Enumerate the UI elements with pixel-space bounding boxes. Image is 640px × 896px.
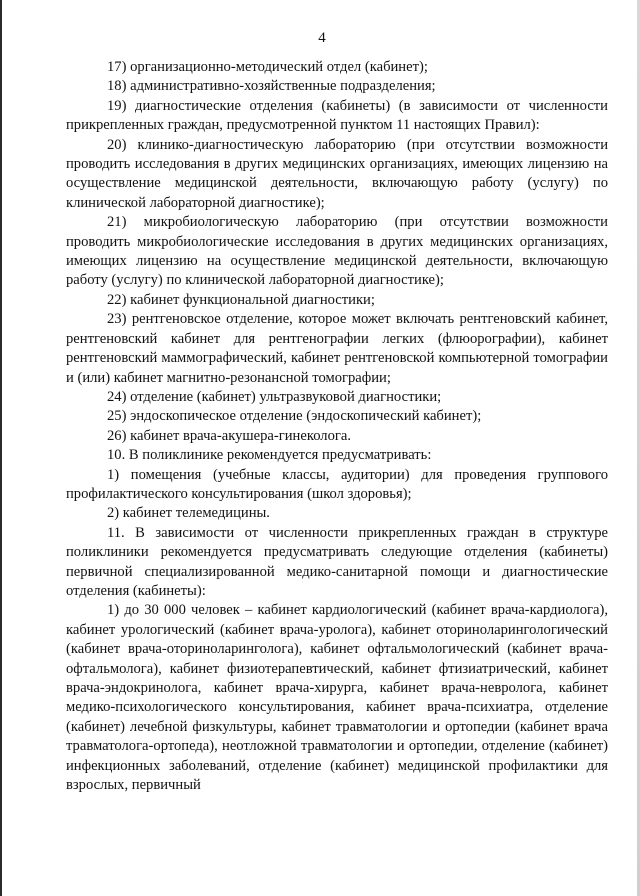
paragraph-item-18: 18) административно-хозяйственные подразделения; xyxy=(107,78,436,95)
paragraph-section-10-item-2: 2) кабинет телемедицины. xyxy=(107,505,270,522)
paragraph-item-19: 19) диагностические отделения (кабинеты) (в зависимости от численности прикрепленных граждан, предусмотренной пунктом 11 настоящих Правил): xyxy=(66,97,608,134)
document-body xyxy=(66,58,608,795)
paragraph-item-22: 22) кабинет функциональной диагностики; xyxy=(107,291,375,308)
page-number: 4 xyxy=(318,30,326,46)
paragraph-item-20: 20) клинико-диагностическую лабораторию (при отсутствии возможности проводить исследования в других медицинских организациях, имеющих лицензию на осуществление медицинской деятельности, включающую работу (услугу) по клинической лабораторной диагностике); xyxy=(66,136,608,211)
paragraph-item-25: 25) эндоскопическое отделение (эндоскопический кабинет); xyxy=(107,408,482,425)
paragraph-item-26: 26) кабинет врача-акушера-гинеколога. xyxy=(107,427,351,444)
paragraph-section-11: 11. В зависимости от численности прикрепленных граждан в структуре поликлиники рекомендуется предусматривать следующие отделения (кабинеты) первичной специализированной медико-санитарной помощи и диагностические отделения (кабинеты): xyxy=(66,524,608,599)
paragraph-item-23: 23) рентгеновское отделение, которое может включать рентгеновский кабинет, рентгеновский кабинет для рентгенографии легких (флюорографии), кабинет рентгеновский маммографический, кабинет рентгеновской компьютерной томографии и (или) кабинет магнитно-резонансной томографии; xyxy=(66,311,608,386)
paragraph-item-24: 24) отделение (кабинет) ультразвуковой диагностики; xyxy=(107,388,442,405)
paragraph-item-21: 21) микробиологическую лабораторию (при отсутствии возможности проводить микробиологические исследования в других медицинских организациях, имеющих лицензию на осуществление медицинской деятельности, включающую работу (услугу) по клинической лабораторной диагностике); xyxy=(66,214,608,289)
paragraph-item-17: 17) организационно-методический отдел (кабинет); xyxy=(107,59,428,75)
paragraph-section-10: 10. В поликлинике рекомендуется предусматривать: xyxy=(107,447,432,464)
paragraph-section-11-item-1: 1) до 30 000 человек – кабинет кардиологический (кабинет врача-кардиолога), кабинет урологический (кабинет врача-уролога), кабинет оториноларингологический (кабинет врача-оториноларинголога), кабинет офтальмологический (кабинет врача-офтальмолога), кабинет физиотерапевтический, кабинет фтизиатрический, кабинет врача-эндокринолога, кабинет врача-хирурга, кабинет врача-невролога, кабинет медико-психологического консультирования, кабинет врача-психиатра, отделение (кабинет) лечебной физкультуры, кабинет травматологии и ортопедии (кабинет врача травматолога-ортопеда), неотложной травматологии и ортопедии, отделение (кабинет) инфекционных заболеваний, отделение (кабинет) медицинской профилактики для взрослых, первичный xyxy=(66,602,608,794)
paragraph-section-10-item-1: 1) помещения (учебные классы, аудитории) для проведения группового профилактического консультирования (школ здоровья); xyxy=(66,466,608,502)
